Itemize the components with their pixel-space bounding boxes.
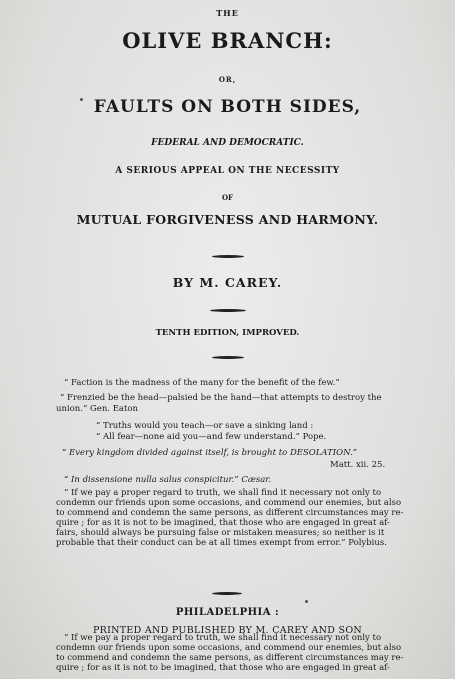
epigraph-pope: “ Truths would you teach—or save a sinking land :: [96, 421, 314, 431]
polybius-line: probable that their conduct can be at all times exempt from error.” Polybius.: [56, 538, 387, 548]
parties-line: FEDERAL AND DEMOCRATIC.: [151, 138, 304, 148]
ornamental-rule: [210, 309, 246, 312]
bleed-through-line: “ If we pay a proper regard to truth, we shall find it necessary not only to: [64, 633, 382, 643]
epigraph-caesar: “ In dissensione nulla salus conspicitur.” Cæsar.: [64, 475, 272, 485]
appeal-line: A SERIOUS APPEAL ON THE NECESSITY: [115, 166, 340, 176]
bleed-through-text: [56, 633, 403, 673]
epigraph-pope-attribution: “ All fear—none aid you—and few understand.” Pope.: [96, 432, 327, 442]
title-article: THE: [216, 8, 239, 18]
polybius-line: quire ; for as it is not to be imagined, that those who are engaged in great af-: [56, 518, 390, 528]
ink-speck: [80, 98, 83, 101]
imprint-place: PHILADELPHIA :: [175, 607, 280, 618]
edition-line: TENTH EDITION, IMPROVED.: [155, 328, 300, 338]
polybius-epigraph: [56, 488, 403, 548]
bleed-through-line: condemn our friends upon some occasions, and commend our enemies, but also: [56, 643, 402, 653]
imprint-printer: PRINTED AND PUBLISHED BY M. CAREY AND SON: [92, 625, 363, 636]
mutual-line: MUTUAL FORGIVENESS AND HARMONY.: [76, 212, 379, 227]
polybius-line: fairs, should always be pursuing false or mistaken measures; so neither is it: [56, 528, 385, 538]
polybius-line: “ If we pay a proper regard to truth, we shall find it necessary not only to: [64, 488, 382, 498]
polybius-line: condemn our friends upon some occasions, and commend our enemies, but also: [56, 498, 402, 508]
epigraph-kingdom: “ Every kingdom divided against itself, is brought to DESOLATION.”: [62, 448, 358, 458]
main-title: OLIVE BRANCH:: [122, 28, 333, 53]
ornamental-rule: [212, 255, 244, 258]
epigraph-frenzied-attribution: union.” Gen. Eaton: [56, 404, 138, 414]
ink-speck: [305, 600, 308, 603]
author-line: BY M. CAREY.: [172, 275, 283, 290]
epigraph-frenzied: “ Frenzied be the head—palsied be the hand—that attempts to destroy the: [60, 393, 382, 403]
bleed-through-line: to commend and condemn the same persons, as different circumstances may re-: [56, 653, 404, 663]
of-line: OF: [221, 193, 234, 202]
epigraph-faction: “ Faction is the madness of the many for the benefit of the few.”: [64, 378, 340, 388]
bleed-through-line: quire ; for as it is not to be imagined, that those who are engaged in great af-: [56, 663, 390, 673]
epigraph-matthew-reference: Matt. xii. 25.: [330, 460, 386, 470]
title-or: OR,: [218, 75, 237, 84]
subtitle: FAULTS ON BOTH SIDES,: [93, 97, 362, 117]
polybius-line: to commend and condemn the same persons, as different circumstances may re-: [56, 508, 404, 518]
ornamental-rule: [212, 592, 242, 595]
ornamental-rule: [212, 356, 244, 359]
